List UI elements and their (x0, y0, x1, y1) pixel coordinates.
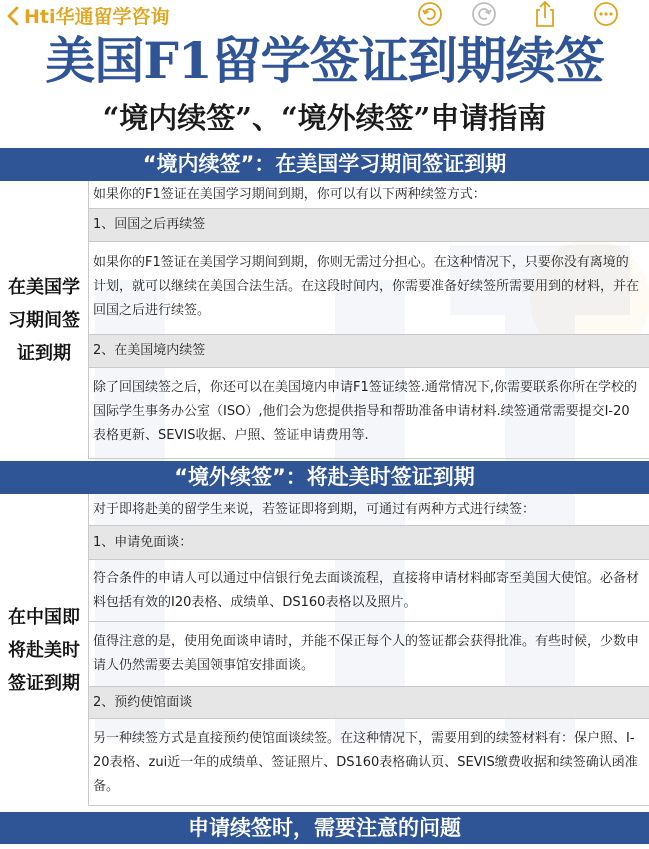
redo-button[interactable] (470, 0, 498, 28)
table-row: 对于即将赴美的留学生来说，若签证即将到期，可通过有两种方式进行续签： (89, 494, 649, 526)
share-button[interactable] (531, 0, 559, 28)
chevron-left-icon (6, 6, 20, 26)
more-button[interactable] (592, 0, 620, 28)
undo-button[interactable] (416, 0, 444, 28)
back-label: Hti华通留学咨询 (24, 6, 170, 28)
top-toolbar (0, 0, 649, 30)
more-icon (593, 1, 619, 27)
table-row: 2、在美国境内续签 (89, 335, 649, 368)
side-label-text: 在美国学习期间签证到期 (8, 276, 80, 364)
table-row: 如果你的F1签证在美国学习期间到期，你可以有以下两种续签方式： (89, 181, 649, 209)
table-row: 如果你的F1签证在美国学习期间到期，你则无需过分担心。在这种情况下，只要你没有离境的计划，就可以继续在美国合法生活。在这段时间内，你需要准备好续签所需要用到的材料，并在回国之后进行续签。 (89, 242, 649, 335)
page-subtitle: “境内续签”、“境外续签”申请指南 (102, 101, 547, 135)
table-row: 符合条件的申请人可以通过中信银行免去面谈流程，直接将申请材料邮寄至美国大使馆。必备材料包括有效的I20表格、成绩单、DS160表格以及照片。 (89, 560, 649, 622)
table-row: 值得注意的是，使用免面谈申请时，并能不保正每个人的签证都会获得批准。有些时候，少数申请人仍然需要去美国领事馆安排面谈。 (89, 622, 649, 687)
table-row: 另一种续签方式是直接预约使馆面谈续签。在这种情况下，需要用到的续签材料有：保户照、I-20表格、zui近一年的成绩单、签证照片、DS160表格确认页、SEVIS缴费收据和续签确认函准备。 (89, 719, 649, 806)
table-row: 1、回国之后再续签 (89, 209, 649, 242)
table-row: 1、申请免面谈： (89, 526, 649, 560)
section-side-label-domestic (0, 181, 89, 459)
section-band-overseas: “境外续签”：将赴美时签证到期 (0, 461, 649, 494)
share-icon (533, 0, 557, 28)
section-band-domestic: “境内续签”：在美国学习期间签证到期 (0, 148, 649, 181)
side-label-text: 在中国即将赴美时签证到期 (8, 606, 80, 694)
table-row: 除了回国续签之后，你还可以在美国境内申请F1签证续签.通常情况下,你需要联系你所在学校的国际学生事务办公室（ISO）,他们会为您提供指导和帮助准备申请材料.续签通常需要提交I-20表格更新、SEVIS收据、户照、签证申请费用等. (89, 368, 649, 459)
section-band-notes: 申请续签时，需要注意的问题 (0, 812, 649, 844)
redo-icon (471, 1, 497, 27)
table-row: 2、预约使馆面谈 (89, 687, 649, 719)
back-button[interactable] (6, 2, 170, 29)
undo-icon (417, 1, 443, 27)
section-side-label-overseas (0, 494, 89, 806)
page-title: 美国F1留学签证到期续签 (45, 31, 604, 90)
